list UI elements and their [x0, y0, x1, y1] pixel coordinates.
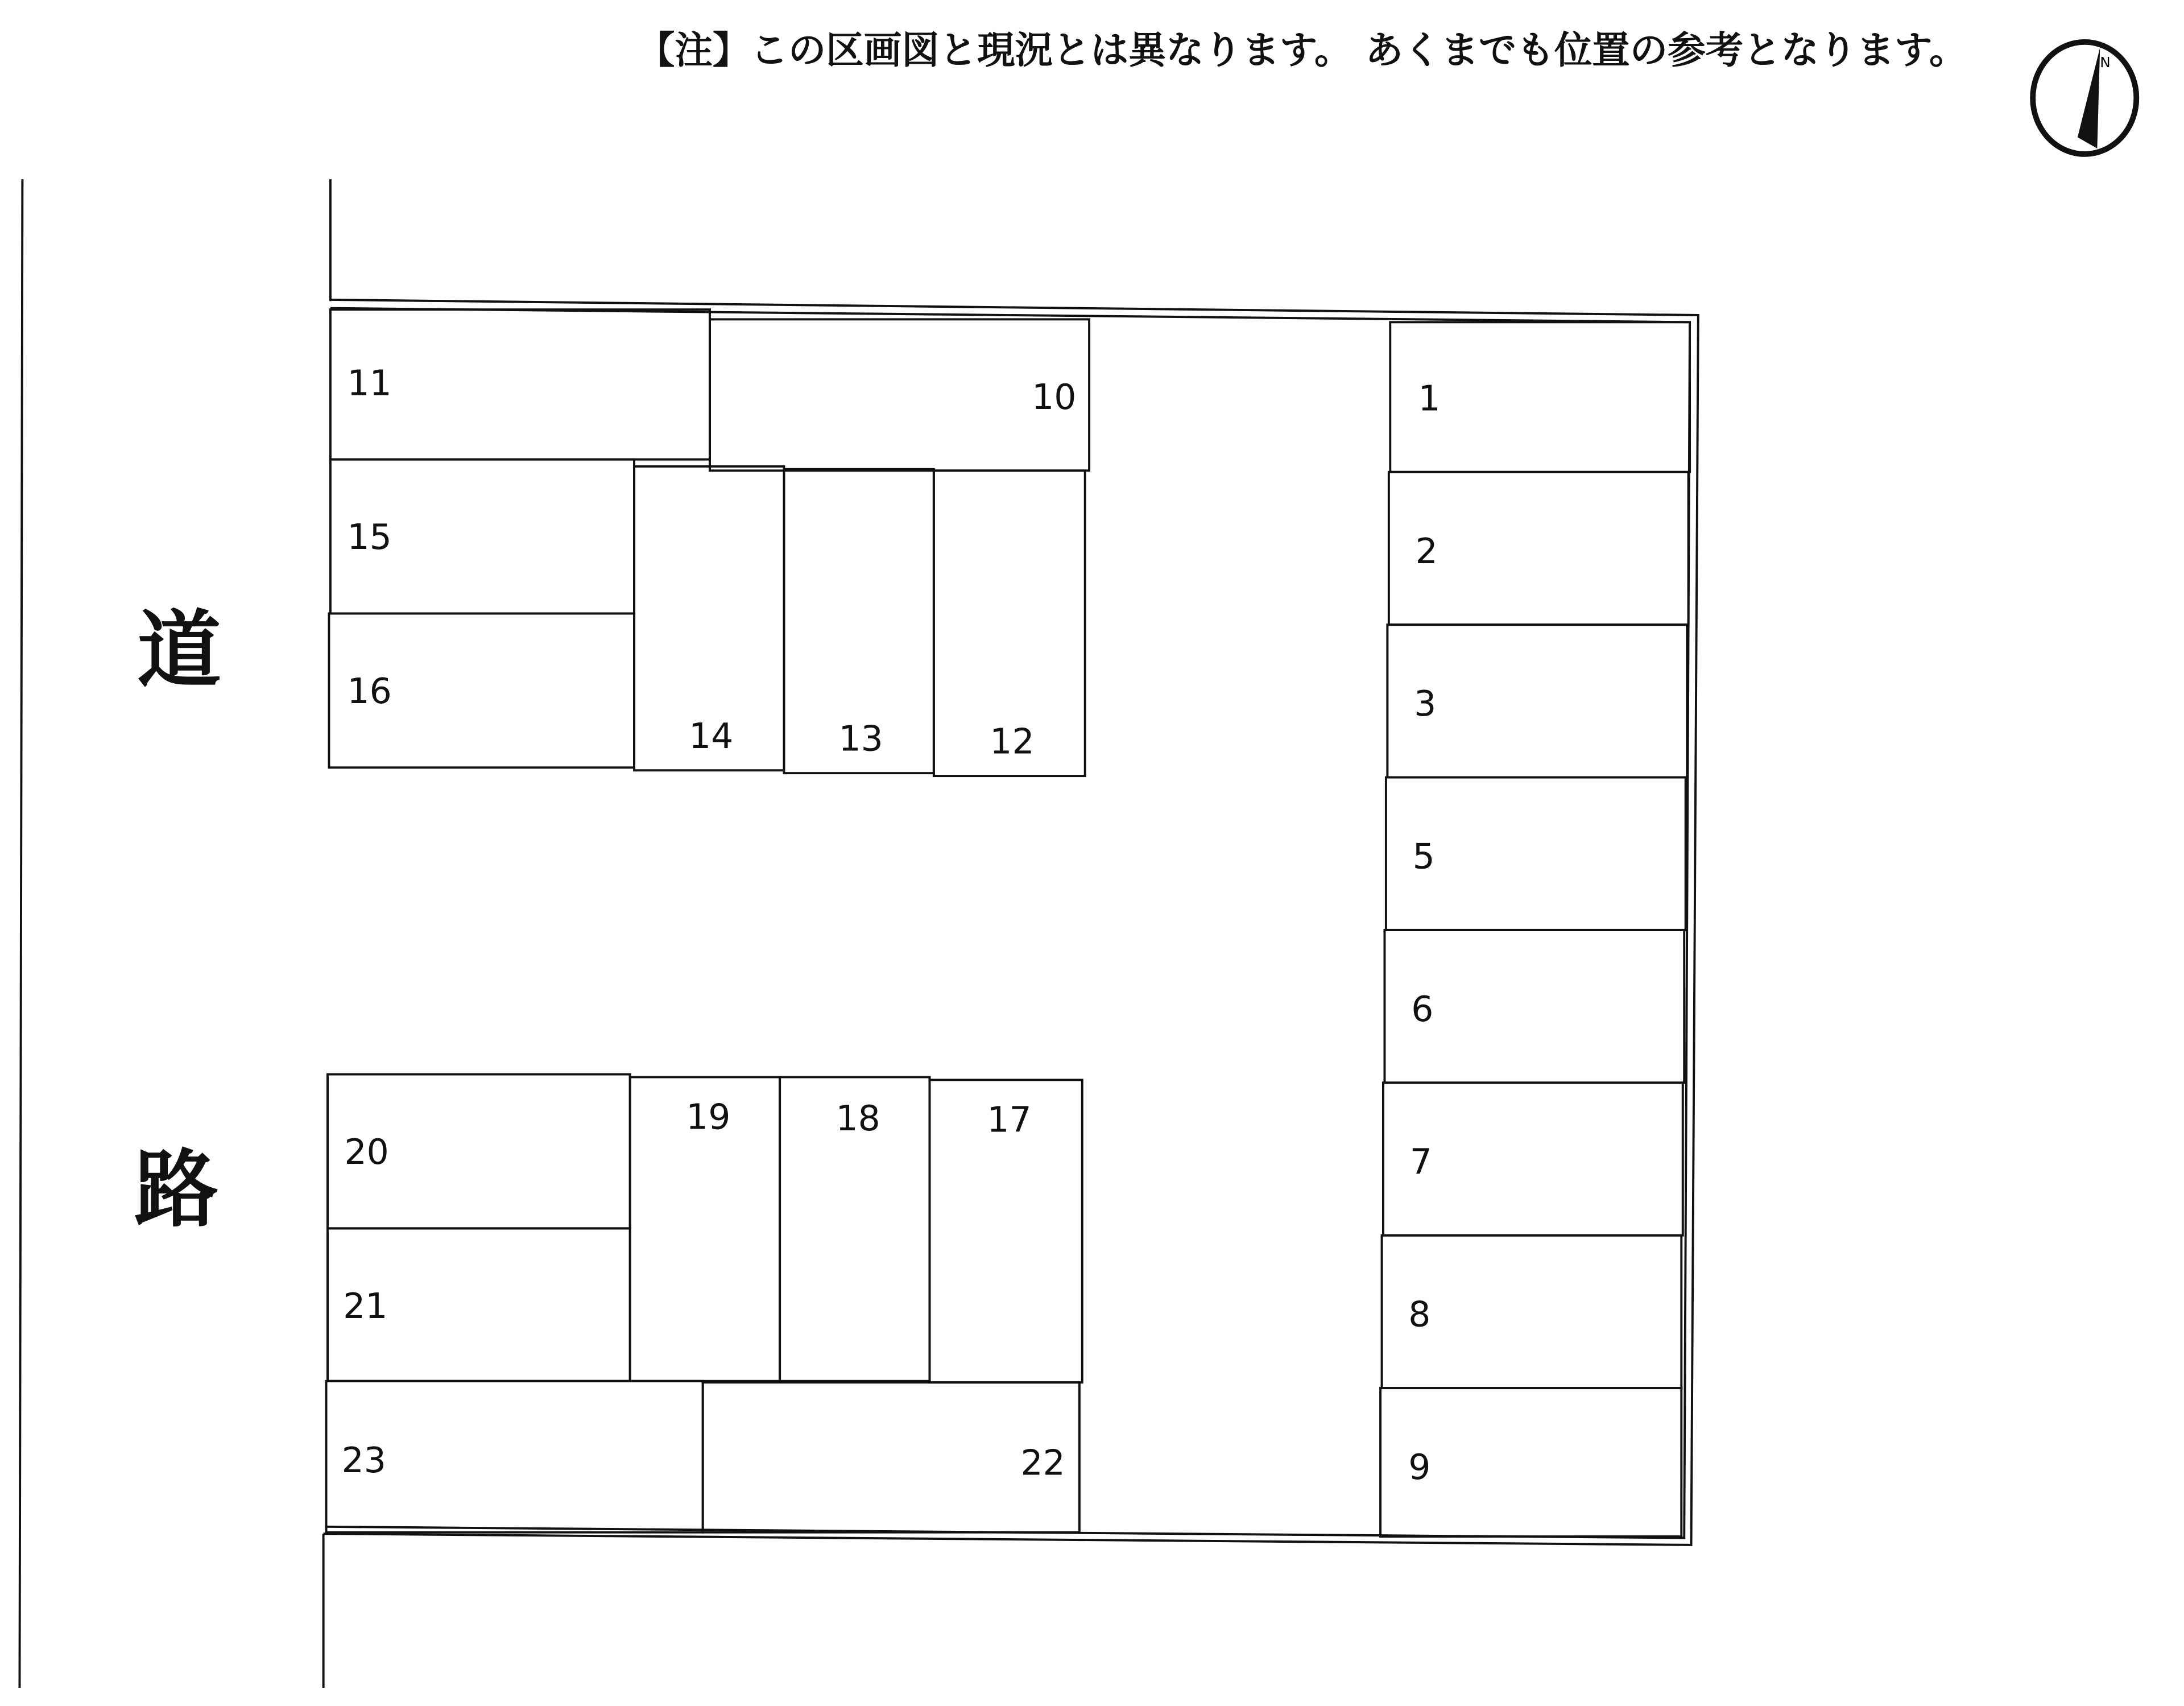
spot-number: 6 — [1411, 988, 1434, 1030]
spot-number: 18 — [835, 1098, 880, 1139]
spot-number: 19 — [686, 1096, 731, 1138]
parking-spot-11[interactable] — [330, 309, 710, 459]
parking-spot-18[interactable] — [780, 1077, 929, 1381]
parking-spot-19[interactable] — [630, 1077, 780, 1381]
parking-spot-21[interactable] — [328, 1228, 630, 1381]
parking-spot-8[interactable] — [1382, 1236, 1682, 1388]
parking-spot-23[interactable] — [326, 1381, 703, 1532]
spot-number: 23 — [341, 1439, 386, 1481]
parking-spots — [326, 309, 1690, 1536]
spot-number: 5 — [1412, 836, 1435, 877]
spot-number: 20 — [344, 1131, 389, 1173]
road-label-1: 道 — [137, 601, 221, 700]
lot-boundary — [324, 179, 1698, 1688]
spot-number: 10 — [1032, 376, 1077, 418]
parking-spot-10[interactable] — [710, 319, 1089, 470]
parking-spot-12[interactable] — [934, 470, 1085, 776]
parking-spot-16[interactable] — [329, 613, 634, 767]
spot-number: 16 — [347, 671, 392, 712]
spot-number: 11 — [347, 362, 392, 404]
spot-number: 15 — [347, 517, 392, 558]
spot-number: 1 — [1418, 378, 1441, 419]
disclaimer-note: 【注】この区画図と現況とは異なります。 あくまでも位置の参考となります。 — [637, 27, 1967, 72]
parking-spot-6[interactable] — [1384, 930, 1684, 1083]
parking-spot-20[interactable] — [328, 1075, 630, 1229]
parking-spot-9[interactable] — [1380, 1388, 1681, 1536]
spot-number: 2 — [1415, 530, 1438, 572]
spot-number: 22 — [1020, 1442, 1065, 1484]
spot-number: 3 — [1414, 683, 1437, 725]
spot-number: 17 — [987, 1099, 1032, 1141]
spot-number: 8 — [1408, 1294, 1431, 1335]
road-edge-line — [19, 179, 22, 1688]
spot-number: 14 — [689, 715, 734, 757]
spot-number: 13 — [838, 718, 883, 759]
road — [19, 179, 221, 1688]
spot-number: 21 — [343, 1285, 388, 1327]
parking-spot-7[interactable] — [1383, 1083, 1683, 1235]
spot-number: 12 — [990, 721, 1035, 762]
parking-spot-5[interactable] — [1386, 778, 1686, 930]
spot-number: 9 — [1408, 1447, 1431, 1488]
parking-spot-13[interactable] — [784, 469, 933, 773]
spot-number: 7 — [1409, 1141, 1432, 1183]
parking-spot-22[interactable] — [703, 1382, 1079, 1532]
parking-spot-3[interactable] — [1387, 625, 1687, 777]
parking-spot-15[interactable] — [330, 460, 634, 614]
parking-spot-1[interactable] — [1390, 322, 1690, 472]
north-label: N — [2100, 54, 2111, 71]
parking-spot-14[interactable] — [634, 466, 784, 770]
road-label-2: 路 — [134, 1141, 219, 1239]
north-arrow-icon — [2033, 42, 2136, 154]
parking-spot-2[interactable] — [1389, 472, 1689, 625]
parking-spot-17[interactable] — [929, 1080, 1082, 1382]
